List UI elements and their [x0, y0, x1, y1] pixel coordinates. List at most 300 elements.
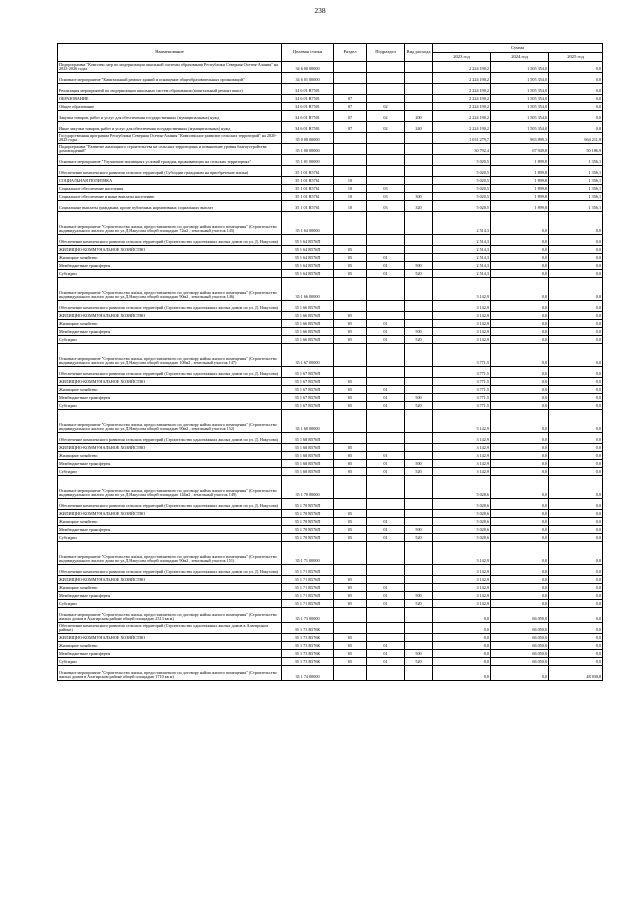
row-expense-type — [405, 542, 433, 565]
table-row — [58, 320, 603, 328]
row-subsection: 03 — [367, 193, 405, 201]
row-sum-2023: 0,0 — [433, 634, 491, 642]
table-row — [58, 262, 603, 270]
row-name: ЖИЛИЩНО-КОММУНАЛЬНОЕ ХОЗЯЙСТВО — [58, 444, 282, 452]
row-sum-2025: 1 356,1 — [549, 185, 603, 193]
row-sum-2023: 2 514,3 — [433, 262, 491, 270]
row-section: 05 — [334, 320, 367, 328]
row-subsection: 01 — [367, 336, 405, 344]
row-sum-2023: 2 514,3 — [433, 212, 491, 235]
row-name: Жилищное хозяйство — [58, 584, 282, 592]
row-sum-2023: 3 142,9 — [433, 452, 491, 460]
row-subsection: 01 — [367, 262, 405, 270]
table-row — [58, 133, 603, 144]
row-sum-2024: 66 050,0 — [491, 634, 549, 642]
row-sum-2023: 3 771,5 — [433, 394, 491, 402]
row-expense-type — [405, 576, 433, 584]
row-sum-2025: 0,0 — [549, 394, 603, 402]
row-name: СОЦИАЛЬНАЯ ПОЛИТИКА — [58, 177, 282, 185]
row-section — [334, 666, 367, 681]
row-sum-2023: 3 771,5 — [433, 386, 491, 394]
row-sum-2024: 1 899,8 — [491, 177, 549, 185]
row-code: 35 1 01 R5761 — [282, 193, 334, 201]
row-section — [334, 608, 367, 623]
row-sum-2023: 3 771,5 — [433, 402, 491, 410]
row-subsection: 01 — [367, 460, 405, 468]
table-row — [58, 410, 603, 433]
row-section: 10 — [334, 185, 367, 193]
row-subsection — [367, 235, 405, 246]
row-name: Жилищное хозяйство — [58, 452, 282, 460]
row-sum-2023: 3 142,9 — [433, 460, 491, 468]
row-code: 35 1 67 R576П — [282, 402, 334, 410]
row-sum-2024: 1 505 354,0 — [491, 103, 549, 111]
row-sum-2025: 0,0 — [549, 658, 603, 666]
row-sum-2024: 0,0 — [491, 433, 549, 444]
row-subsection: 01 — [367, 534, 405, 542]
row-expense-type — [405, 278, 433, 301]
row-section: 05 — [334, 246, 367, 254]
row-subsection: 02 — [367, 122, 405, 133]
row-sum-2023: 2 224 190,2 — [433, 73, 491, 84]
row-sum-2023: 2 514,3 — [433, 246, 491, 254]
row-sum-2023: 3 771,5 — [433, 344, 491, 367]
table-row — [58, 565, 603, 576]
row-code: 35 1 66 R576П — [282, 320, 334, 328]
row-name: ЖИЛИЩНО-КОММУНАЛЬНОЕ ХОЗЯЙСТВО — [58, 634, 282, 642]
row-sum-2024: 0,0 — [491, 254, 549, 262]
row-expense-type: 520 — [405, 402, 433, 410]
row-expense-type — [405, 254, 433, 262]
table-row — [58, 177, 603, 185]
table-row — [58, 185, 603, 193]
row-subsection — [367, 499, 405, 510]
row-sum-2024: 1 899,8 — [491, 155, 549, 166]
row-sum-2025: 664 211,9 — [549, 133, 603, 144]
table-row — [58, 336, 603, 344]
row-expense-type — [405, 565, 433, 576]
row-subsection — [367, 444, 405, 452]
row-code: 35 1 00 00000 — [282, 144, 334, 155]
row-sum-2024: 0,0 — [491, 476, 549, 499]
row-sum-2023: 2 224 190,2 — [433, 122, 491, 133]
row-section: 05 — [334, 378, 367, 386]
table-row — [58, 270, 603, 278]
row-section: 05 — [334, 592, 367, 600]
row-sum-2024: 0,0 — [491, 542, 549, 565]
row-name: Межбюджетные трансферты — [58, 262, 282, 270]
row-subsection: 01 — [367, 386, 405, 394]
row-sum-2023: 5 020,5 — [433, 155, 491, 166]
row-section — [334, 84, 367, 95]
table-row — [58, 518, 603, 526]
row-expense-type — [405, 444, 433, 452]
table-row — [58, 73, 603, 84]
row-expense-type: 500 — [405, 394, 433, 402]
row-sum-2025: 0,0 — [549, 608, 603, 623]
row-sum-2024: 0,0 — [491, 452, 549, 460]
row-code: 34 6 01 00000 — [282, 73, 334, 84]
row-section: 05 — [334, 600, 367, 608]
row-code: 35 1 01 00000 — [282, 155, 334, 166]
row-code: 35 1 71 R576П — [282, 600, 334, 608]
row-expense-type — [405, 301, 433, 312]
row-expense-type — [405, 95, 433, 103]
row-name: ЖИЛИЩНО-КОММУНАЛЬНОЕ ХОЗЯЙСТВО — [58, 510, 282, 518]
row-name: Основное мероприятие "Строительство жилья, предоставляемого по договору найма жилого помещения" (Строительство индивидуального жилого дома по ул.Д.Накусова общей площадью 108м2 , земельный участок 147) — [58, 344, 282, 367]
row-name: Жилищное хозяйство — [58, 320, 282, 328]
row-expense-type — [405, 518, 433, 526]
row-sum-2024: 0,0 — [491, 526, 549, 534]
row-subsection: 01 — [367, 518, 405, 526]
row-sum-2023: 3 142,9 — [433, 576, 491, 584]
row-section: 05 — [334, 312, 367, 320]
row-subsection: 01 — [367, 642, 405, 650]
row-sum-2024: 0,0 — [491, 378, 549, 386]
row-section — [334, 344, 367, 367]
row-code: 35 1 67 R576П — [282, 367, 334, 378]
row-code: 34 6 01 R7501 — [282, 122, 334, 133]
row-expense-type — [405, 155, 433, 166]
row-sum-2025: 0,0 — [549, 328, 603, 336]
header-expense-type: Вид расхода — [405, 44, 433, 62]
table-row — [58, 460, 603, 468]
row-sum-2024: 0,0 — [491, 344, 549, 367]
row-sum-2025: 0,0 — [549, 270, 603, 278]
row-name: Субсидии — [58, 658, 282, 666]
row-sum-2023: 3 142,9 — [433, 278, 491, 301]
row-expense-type — [405, 608, 433, 623]
row-name: Межбюджетные трансферты — [58, 460, 282, 468]
row-name: Основное мероприятие "Строительство жилья, предоставляемого по договору найма жилого помещения" (Строительство индивидуального жилого дома по ул.Д.Накусова общей площадью 72м2 , земельный участок 145) — [58, 212, 282, 235]
row-subsection — [367, 542, 405, 565]
row-code: 35 1 67 00000 — [282, 344, 334, 367]
row-code: 35 1 64 R576П — [282, 262, 334, 270]
row-code: 35 1 71 00000 — [282, 542, 334, 565]
row-sum-2025: 0,0 — [549, 650, 603, 658]
row-code: 35 1 74 00000 — [282, 666, 334, 681]
row-subsection — [367, 608, 405, 623]
row-sum-2024: 0,0 — [491, 518, 549, 526]
row-sum-2025: 0,0 — [549, 476, 603, 499]
row-expense-type — [405, 177, 433, 185]
row-subsection — [367, 95, 405, 103]
row-subsection: 01 — [367, 592, 405, 600]
row-section: 05 — [334, 468, 367, 476]
row-sum-2025: 0,0 — [549, 122, 603, 133]
row-sum-2024: 0,0 — [491, 600, 549, 608]
row-sum-2024: 67 949,8 — [491, 144, 549, 155]
row-section: 07 — [334, 111, 367, 122]
header-year-2025: 2025 год — [549, 53, 603, 62]
table-row — [58, 584, 603, 592]
table-row — [58, 592, 603, 600]
row-section: 05 — [334, 634, 367, 642]
row-sum-2023: 3 142,9 — [433, 468, 491, 476]
row-sum-2025: 0,0 — [549, 73, 603, 84]
table-row — [58, 600, 603, 608]
row-name: Обеспечение комплексного развития сельских территорий (Строительство одноэтажных жилых домов по ул. Д. Накусова) — [58, 235, 282, 246]
row-subsection: 01 — [367, 584, 405, 592]
row-code: 35 1 73 R576К — [282, 642, 334, 650]
table-row — [58, 510, 603, 518]
row-section — [334, 212, 367, 235]
row-name: Подпрограмма "Развитие жилищного строительства на сельских территориях и повышение уровня благоустройства домовладений" — [58, 144, 282, 155]
row-name: Субсидии — [58, 600, 282, 608]
table-row — [58, 394, 603, 402]
row-subsection — [367, 476, 405, 499]
row-expense-type: 500 — [405, 328, 433, 336]
row-expense-type: 240 — [405, 122, 433, 133]
row-subsection: 01 — [367, 394, 405, 402]
row-sum-2025: 0,0 — [549, 262, 603, 270]
row-sum-2025: 0,0 — [549, 111, 603, 122]
row-sum-2024: 1 899,8 — [491, 185, 549, 193]
row-sum-2024: 0,0 — [491, 367, 549, 378]
row-subsection — [367, 312, 405, 320]
row-sum-2025: 0,0 — [549, 410, 603, 433]
row-sum-2024: 0,0 — [491, 270, 549, 278]
header-row-top — [58, 44, 603, 53]
row-sum-2024: 963 899,3 — [491, 133, 549, 144]
table-row — [58, 344, 603, 367]
row-code: 35 1 01 R5761 — [282, 185, 334, 193]
row-expense-type: 500 — [405, 460, 433, 468]
row-expense-type — [405, 212, 433, 235]
row-name: Жилищное хозяйство — [58, 254, 282, 262]
row-sum-2024: 0,0 — [491, 212, 549, 235]
row-sum-2025: 0,0 — [549, 576, 603, 584]
row-expense-type — [405, 666, 433, 681]
row-expense-type: 520 — [405, 468, 433, 476]
header-code: Целевая статья — [282, 44, 334, 62]
row-expense-type — [405, 103, 433, 111]
row-subsection: 01 — [367, 270, 405, 278]
row-name: Межбюджетные трансферты — [58, 328, 282, 336]
row-name: Основное мероприятие "Улучшение жилищных условий граждан, проживающих на сельских территориях" — [58, 155, 282, 166]
header-name: Наименование — [58, 44, 282, 62]
header-sum: Сумма — [433, 44, 603, 53]
row-expense-type — [405, 344, 433, 367]
row-subsection: 01 — [367, 254, 405, 262]
row-sum-2023: 3 142,9 — [433, 328, 491, 336]
row-expense-type — [405, 185, 433, 193]
table-row — [58, 658, 603, 666]
row-expense-type — [405, 642, 433, 650]
row-expense-type — [405, 410, 433, 433]
row-name: Обеспечение комплексного развития сельских территорий (Строительство одноэтажных жилых домов в Алагирском районе) — [58, 623, 282, 634]
row-sum-2025: 0,0 — [549, 62, 603, 73]
row-expense-type — [405, 433, 433, 444]
table-row — [58, 386, 603, 394]
row-sum-2025: 0,0 — [549, 518, 603, 526]
row-sum-2023: 3 142,9 — [433, 410, 491, 433]
row-sum-2025: 0,0 — [549, 336, 603, 344]
row-name: Межбюджетные трансферты — [58, 592, 282, 600]
row-sum-2024: 1 899,8 — [491, 166, 549, 177]
row-expense-type — [405, 367, 433, 378]
table-body — [58, 62, 603, 681]
row-sum-2025: 0,0 — [549, 433, 603, 444]
table-row — [58, 576, 603, 584]
row-expense-type — [405, 73, 433, 84]
row-name: Закупка товаров, работ и услуг для обеспечения государственных (муниципальных) нужд — [58, 111, 282, 122]
row-section: 10 — [334, 201, 367, 212]
row-name: Обеспечение комплексного развития сельских территорий (Строительство одноэтажных жилых домов по ул. Д. Накусова) — [58, 367, 282, 378]
row-code: 35 1 70 R576П — [282, 510, 334, 518]
row-name: Жилищное хозяйство — [58, 386, 282, 394]
table-row — [58, 122, 603, 133]
row-sum-2023: 2 224 190,2 — [433, 62, 491, 73]
row-subsection — [367, 666, 405, 681]
row-sum-2025: 0,0 — [549, 312, 603, 320]
row-name: ЖИЛИЩНО-КОММУНАЛЬНОЕ ХОЗЯЙСТВО — [58, 378, 282, 386]
row-section: 05 — [334, 336, 367, 344]
table-row — [58, 301, 603, 312]
row-subsection: 02 — [367, 111, 405, 122]
row-sum-2023: 5 020,5 — [433, 185, 491, 193]
row-section: 05 — [334, 460, 367, 468]
table-row — [58, 623, 603, 634]
row-code: 35 1 71 R576П — [282, 565, 334, 576]
row-code: 35 1 73 R576К — [282, 650, 334, 658]
header-section: Раздел — [334, 44, 367, 62]
row-sum-2023: 0,0 — [433, 666, 491, 681]
row-subsection — [367, 510, 405, 518]
row-expense-type: 520 — [405, 534, 433, 542]
table-row — [58, 144, 603, 155]
row-code: 35 1 68 R576П — [282, 452, 334, 460]
table-row — [58, 193, 603, 201]
row-code: 35 1 01 R5761 — [282, 177, 334, 185]
row-sum-2023: 5 028,6 — [433, 510, 491, 518]
row-sum-2023: 3 771,5 — [433, 378, 491, 386]
row-sum-2024: 0,0 — [491, 328, 549, 336]
row-expense-type — [405, 84, 433, 95]
row-name: ОБРАЗОВАНИЕ — [58, 95, 282, 103]
row-sum-2025: 48 830,8 — [549, 666, 603, 681]
row-section: 10 — [334, 177, 367, 185]
row-name: Основное мероприятие "Строительство жилья, предоставляемого по договору найма жилого помещения" (Строительство индивидуального жилого дома по ул.Д.Накусова общей площадью 90м2 , земельный участок 151) — [58, 542, 282, 565]
row-sum-2023: 2 224 190,2 — [433, 103, 491, 111]
row-name: Основное мероприятие "Строительство жилья, предоставляемого по договору найма жилого помещения" (Строительство индивидуального жилого дома по ул.Д.Накусова общей площадью 144м2 , земельный участок 149) — [58, 476, 282, 499]
row-code: 35 1 70 00000 — [282, 476, 334, 499]
row-code: 34 6 00 00000 — [282, 62, 334, 73]
row-sum-2023: 5 020,5 — [433, 177, 491, 185]
row-expense-type — [405, 62, 433, 73]
row-sum-2025: 0,0 — [549, 642, 603, 650]
row-name: Субсидии — [58, 402, 282, 410]
row-section: 05 — [334, 650, 367, 658]
row-section — [334, 62, 367, 73]
row-subsection: 01 — [367, 650, 405, 658]
table-row — [58, 166, 603, 177]
row-code: 34 6 01 R7501 — [282, 111, 334, 122]
table-row — [58, 402, 603, 410]
row-sum-2025: 0,0 — [549, 254, 603, 262]
row-sum-2023: 3 142,9 — [433, 565, 491, 576]
row-sum-2025: 0,0 — [549, 623, 603, 634]
row-code: 35 1 71 R576П — [282, 592, 334, 600]
row-sum-2023: 3 142,9 — [433, 542, 491, 565]
row-section: 05 — [334, 576, 367, 584]
row-sum-2023: 3 142,9 — [433, 600, 491, 608]
row-sum-2023: 0,0 — [433, 658, 491, 666]
row-section — [334, 73, 367, 84]
row-code: 35 1 71 R576П — [282, 576, 334, 584]
row-sum-2023: 5 020,5 — [433, 193, 491, 201]
row-code: 35 1 01 R5761 — [282, 166, 334, 177]
row-subsection — [367, 367, 405, 378]
row-sum-2025: 0,0 — [549, 542, 603, 565]
row-subsection: 01 — [367, 468, 405, 476]
row-sum-2025: 0,0 — [549, 510, 603, 518]
row-sum-2024: 66 050,0 — [491, 650, 549, 658]
row-section: 05 — [334, 254, 367, 262]
row-sum-2025: 0,0 — [549, 592, 603, 600]
row-expense-type: 200 — [405, 111, 433, 122]
row-section: 05 — [334, 534, 367, 542]
row-sum-2024: 0,0 — [491, 235, 549, 246]
row-code: 35 1 64 R576П — [282, 235, 334, 246]
row-expense-type — [405, 476, 433, 499]
row-name: Обеспечение комплексного развития сельских территорий (Строительство одноэтажных жилых домов по ул. Д. Накусова) — [58, 499, 282, 510]
row-name: Субсидии — [58, 270, 282, 278]
row-section — [334, 133, 367, 144]
row-expense-type — [405, 246, 433, 254]
row-sum-2024: 66 050,0 — [491, 608, 549, 623]
row-code: 35 1 66 R576П — [282, 301, 334, 312]
row-expense-type: 520 — [405, 270, 433, 278]
row-subsection — [367, 144, 405, 155]
table-row — [58, 312, 603, 320]
row-sum-2023: 5 020,5 — [433, 201, 491, 212]
row-expense-type: 500 — [405, 262, 433, 270]
row-expense-type — [405, 378, 433, 386]
row-section: 05 — [334, 510, 367, 518]
row-sum-2025: 0,0 — [549, 301, 603, 312]
row-section: 05 — [334, 262, 367, 270]
row-sum-2025: 0,0 — [549, 584, 603, 592]
table-row — [58, 452, 603, 460]
row-sum-2025: 0,0 — [549, 565, 603, 576]
table-row — [58, 608, 603, 623]
row-sum-2025: 0,0 — [549, 526, 603, 534]
row-subsection — [367, 301, 405, 312]
table-row — [58, 526, 603, 534]
row-section — [334, 155, 367, 166]
row-expense-type — [405, 510, 433, 518]
row-sum-2024: 1 505 354,0 — [491, 84, 549, 95]
row-name: Социальные выплаты гражданам, кроме публичных нормативных социальных выплат — [58, 201, 282, 212]
row-name: ЖИЛИЩНО-КОММУНАЛЬНОЕ ХОЗЯЙСТВО — [58, 576, 282, 584]
row-sum-2025: 0,0 — [549, 278, 603, 301]
row-sum-2024: 1 899,8 — [491, 201, 549, 212]
row-expense-type — [405, 623, 433, 634]
row-sum-2025: 1 356,1 — [549, 177, 603, 185]
row-section: 05 — [334, 518, 367, 526]
row-section: 10 — [334, 193, 367, 201]
table-row — [58, 111, 603, 122]
row-code: 35 1 73 R576К — [282, 623, 334, 634]
row-sum-2024: 1 505 354,0 — [491, 122, 549, 133]
row-expense-type — [405, 634, 433, 642]
table-row — [58, 650, 603, 658]
row-code: 35 1 70 R576П — [282, 499, 334, 510]
table-row — [58, 84, 603, 95]
row-section — [334, 367, 367, 378]
row-code: 35 1 70 R576П — [282, 518, 334, 526]
